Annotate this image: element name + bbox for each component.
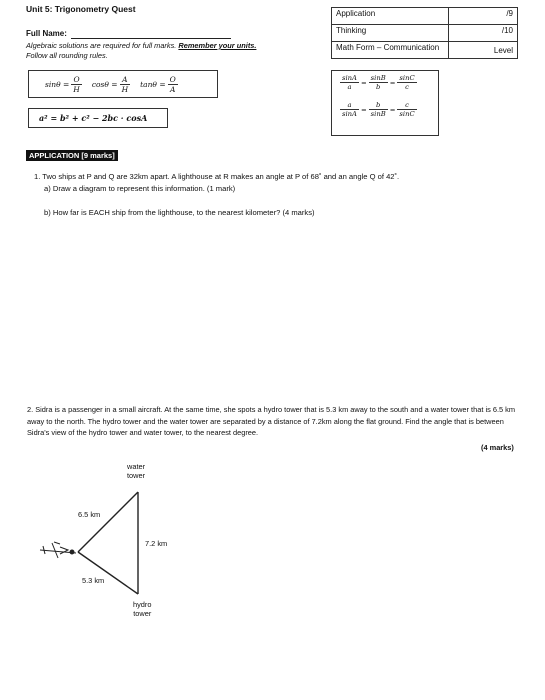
sine-law-box — [331, 70, 439, 136]
rubric-label: Application — [332, 8, 449, 25]
rubric-value: /9 — [449, 8, 518, 25]
tan-lhs: tanθ = — [140, 79, 166, 89]
water-tower-label-1: water — [127, 462, 146, 471]
sl2-d3: sinC — [399, 110, 415, 118]
unit-title: Unit 5: Trigonometry Quest — [26, 4, 136, 14]
instructions-line2: Follow all rounding rules. — [26, 51, 108, 60]
rubric-value: /10 — [449, 25, 518, 42]
cos-lhs: cosθ = — [91, 79, 118, 89]
triangle-figure — [30, 458, 230, 628]
water-tower-label-2: tower — [127, 471, 146, 480]
hydro-tower-label — [133, 600, 152, 618]
q2-text: 2. Sidra is a passenger in a small aircraft. At the same time, she spots a hydro tower that is 5.3 km away to the south and a water tower that is 6.5 km away to the north. The hydro tower and the water tower are separated by a distance of 7.2km along the flat ground. Find the angle that is between Sidra's view of the hydro tower and water tower, to the nearest degree. — [27, 405, 516, 437]
rubric-label: Thinking — [332, 25, 449, 42]
side-label-53: 5.3 km — [82, 576, 105, 585]
q1-part-a: a) Draw a diagram to represent this information. (1 mark) — [44, 184, 236, 193]
sin-ratio — [45, 75, 84, 94]
sl1-d3: c — [405, 83, 409, 91]
sl1-n1: sinA — [342, 74, 357, 82]
sl2-n1: a — [340, 101, 359, 110]
section-tag: APPLICATION [9 marks] — [26, 150, 118, 161]
tan-num: O — [169, 74, 176, 84]
sl2-d1: sinA — [342, 110, 357, 118]
q1-text: 1. Two ships at P and Q are 32km apart. A lighthouse at R makes an angle at P of 68˚ and an angle Q of 42˚. — [34, 172, 400, 181]
side-label-72: 7.2 km — [145, 539, 168, 548]
sin-lhs: sinθ = — [45, 79, 70, 89]
hydro-tower-label-1: hydro — [133, 600, 152, 609]
sl1-d1: a — [347, 83, 352, 91]
trig-ratios-box — [28, 70, 218, 98]
q2-marks: (4 marks) — [481, 443, 514, 452]
cosine-law-box — [28, 108, 168, 128]
cos-ratio — [92, 75, 132, 94]
sl1-n2: sinB — [370, 74, 386, 82]
side-label-65: 6.5 km — [78, 510, 101, 519]
sine-law-form2 — [338, 101, 438, 118]
tan-ratio — [140, 75, 180, 94]
instructions-line1: Algebraic solutions are required for full marks. — [26, 41, 177, 50]
sl2-d2: sinB — [370, 110, 386, 118]
side-sidra-hydro — [78, 552, 138, 594]
sine-law-form1 — [338, 74, 438, 91]
sin-den: H — [73, 84, 80, 94]
sl1-d2: b — [376, 83, 381, 91]
rubric-row — [332, 8, 518, 25]
equals-sign: = — [360, 105, 367, 114]
sl2-n3: c — [397, 101, 416, 110]
instructions — [26, 41, 256, 61]
rubric-value: Level — [449, 42, 518, 59]
cosine-law: a² = b² + c² − 2bc · cosA — [39, 113, 148, 123]
full-name-field[interactable] — [71, 38, 231, 39]
side-sidra-water — [78, 492, 138, 552]
rubric-label: Math Form – Communication — [332, 42, 449, 59]
equals-sign: = — [389, 105, 396, 114]
rubric-table — [331, 7, 518, 59]
water-tower-label — [127, 462, 145, 480]
cos-num: A — [120, 75, 131, 85]
sl1-n3: sinC — [399, 74, 415, 82]
sin-num: O — [71, 75, 82, 85]
full-name-label: Full Name: — [26, 29, 67, 38]
q2-diagram — [30, 458, 230, 628]
sl2-n2: b — [369, 101, 388, 110]
q1-part-b: b) How far is EACH ship from the lighthouse, to the nearest kilometer? (4 marks) — [44, 208, 315, 217]
hydro-tower-label-2: tower — [133, 609, 152, 618]
cos-den: H — [121, 84, 129, 94]
rubric-row — [332, 25, 518, 42]
tan-den: A — [169, 84, 176, 94]
rubric-row — [332, 42, 518, 59]
equals-sign: = — [389, 78, 396, 87]
equals-sign: = — [360, 78, 367, 87]
instructions-units: Remember your units. — [178, 41, 257, 50]
airplane-icon — [40, 542, 76, 558]
